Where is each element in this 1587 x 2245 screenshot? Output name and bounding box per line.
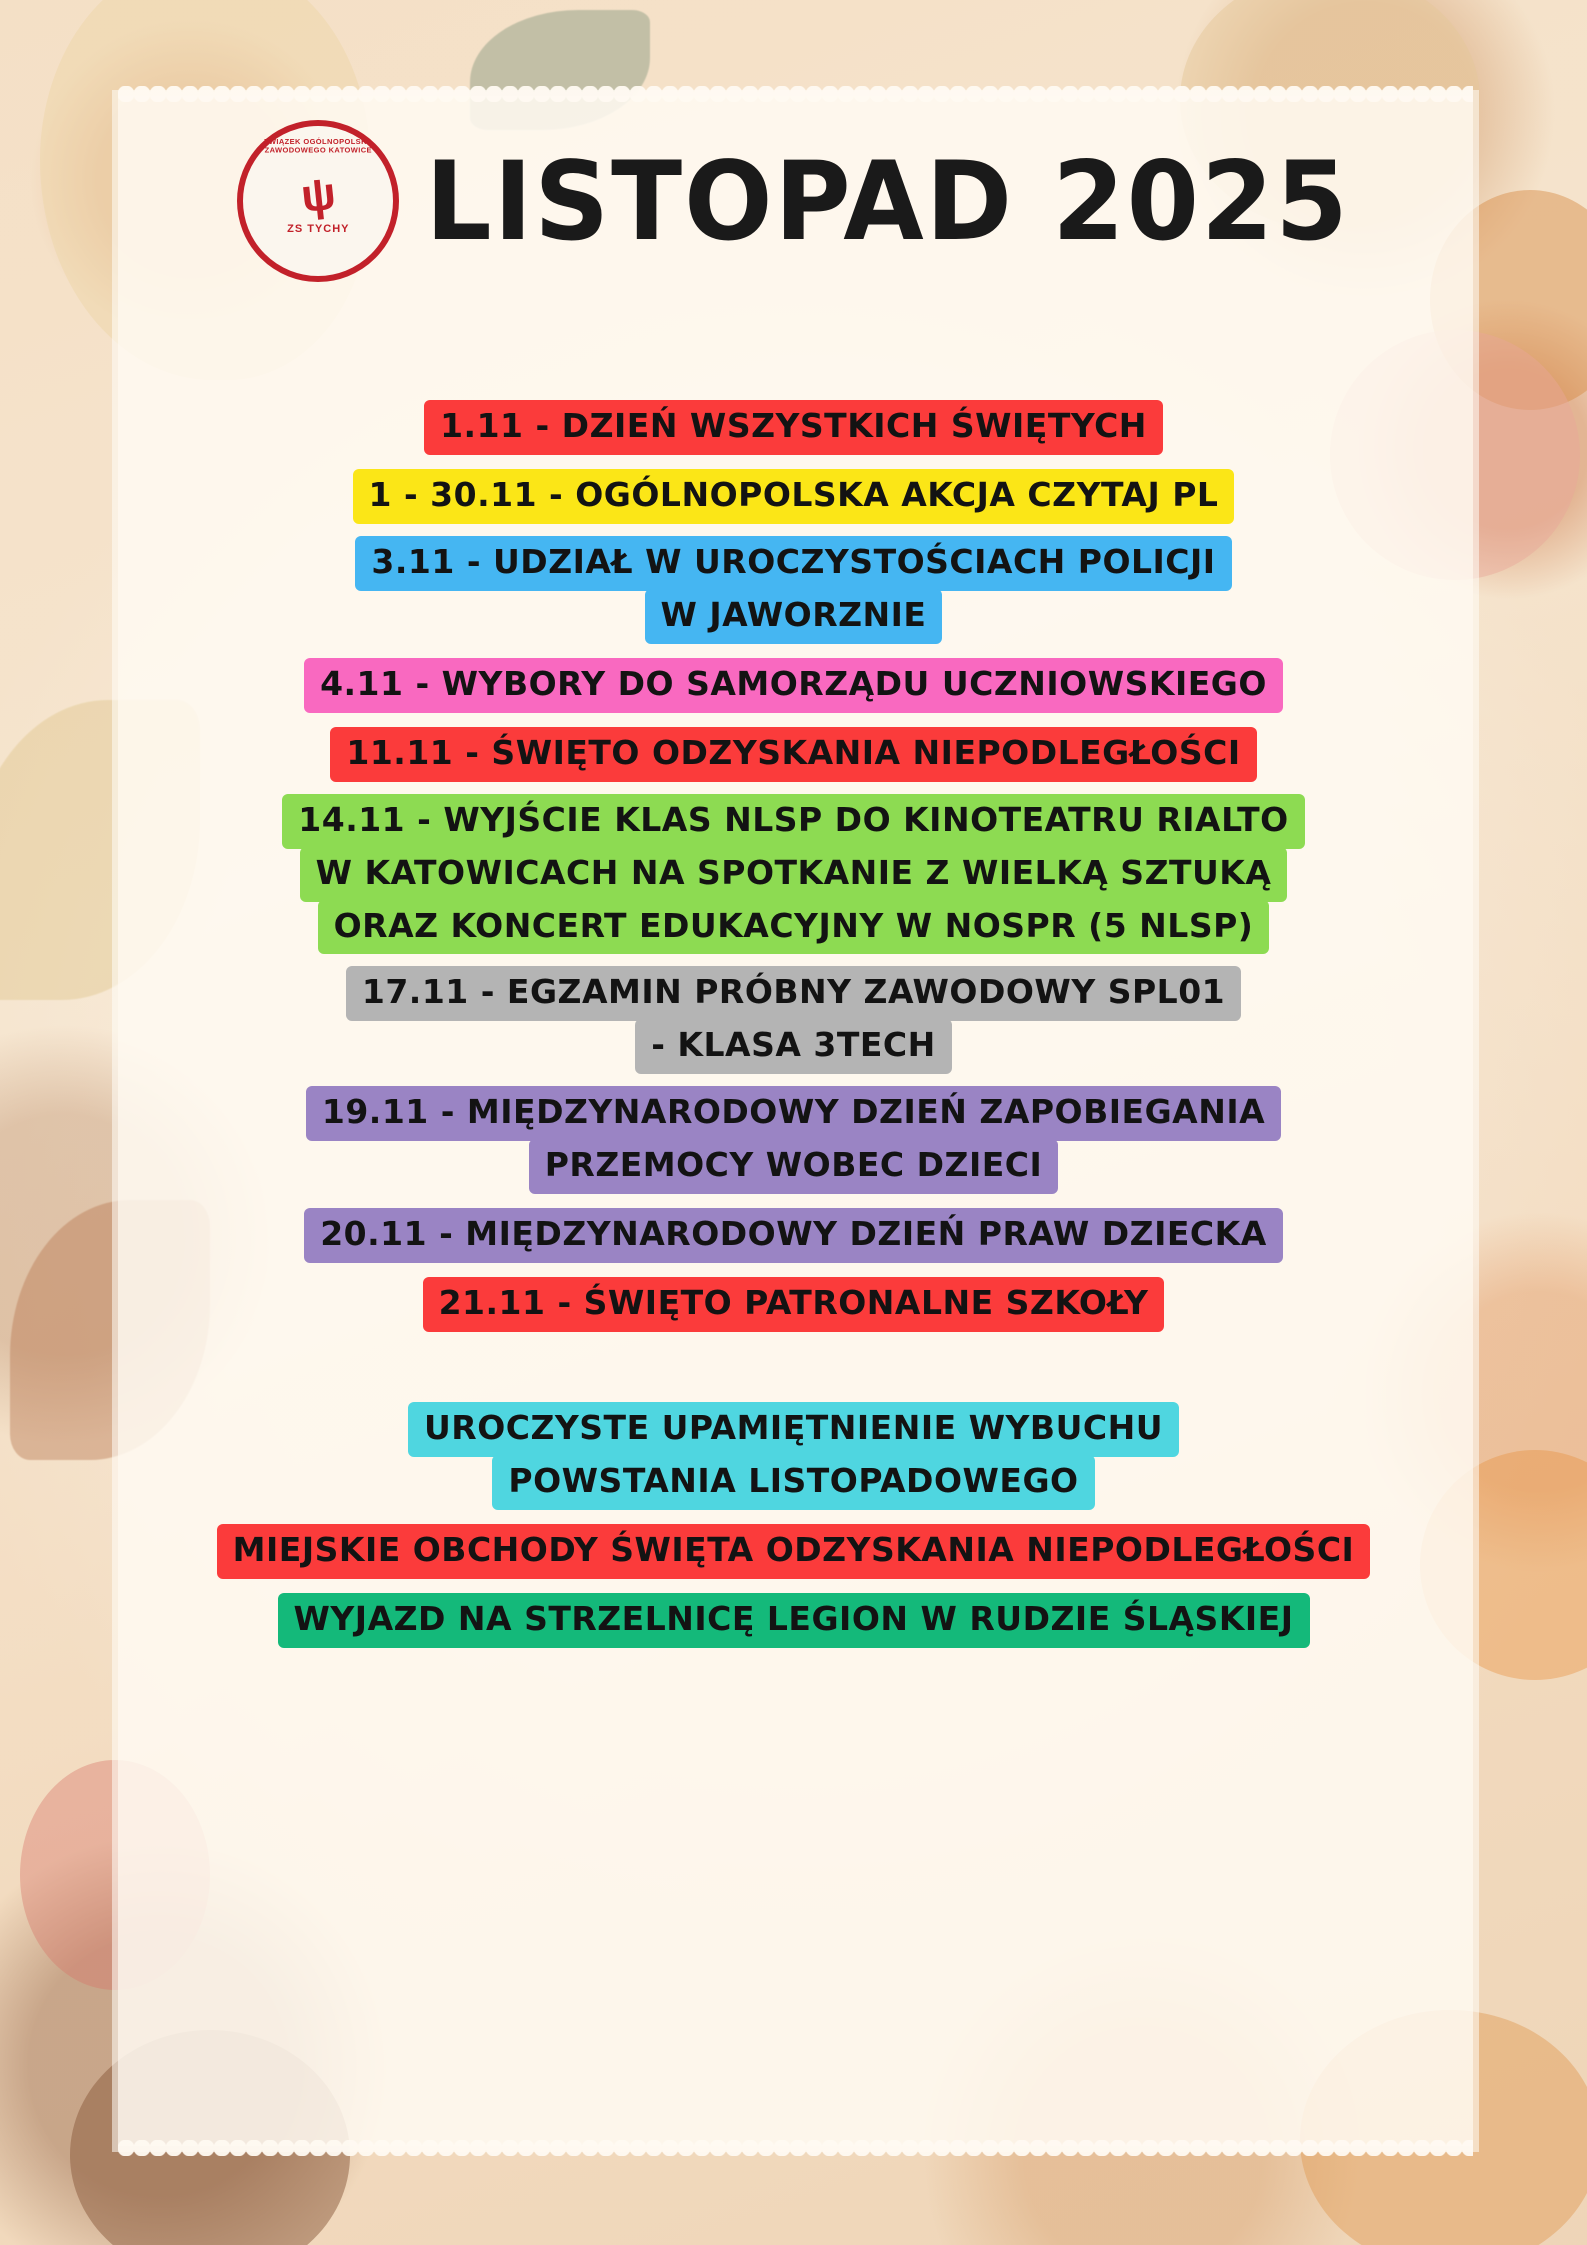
event-text-line: 21.11 - ŚWIĘTO PATRONALNE SZKOŁY [423,1277,1165,1332]
event-item [304,658,1283,713]
event-list [0,400,1587,1648]
event-text-line: 17.11 - EGZAMIN PRÓBNY ZAWODOWY SPL01 [346,966,1241,1021]
event-text-line: UROCZYSTE UPAMIĘTNIENIE WYBUCHU [408,1402,1179,1457]
poster-header [0,120,1587,282]
event-text-line: 1.11 - DZIEŃ WSZYSTKICH ŚWIĘTYCH [424,400,1163,455]
logo-ring-text: ZWIĄZEK OGÓLNOPOLSKA ZAWODOWEGO KATOWICE [263,137,373,155]
event-item [408,1404,1179,1510]
event-item [424,400,1163,455]
event-text-line: 3.11 - UDZIAŁ W UROCZYSTOŚCIACH POLICJI [355,536,1231,591]
event-text-line: 4.11 - WYBORY DO SAMORZĄDU UCZNIOWSKIEGO [304,658,1283,713]
event-text-line: 11.11 - ŚWIĘTO ODZYSKANIA NIEPODLEGŁOŚCI [330,727,1256,782]
event-text-line: 14.11 - WYJŚCIE KLAS NLSP DO KINOTEATRU RIALTO [282,794,1304,849]
event-text-line: MIEJSKIE OBCHODY ŚWIĘTA ODZYSKANIA NIEPODLEGŁOŚCI [217,1524,1371,1579]
event-item [423,1277,1165,1332]
event-item [355,538,1231,644]
event-item [304,1208,1283,1263]
event-text-line: W JAWORZNIE [645,589,943,644]
event-text-line: 1 - 30.11 - OGÓLNOPOLSKA AKCJA CZYTAJ PL [353,469,1235,524]
logo-mark-icon: ψ [298,166,339,222]
logo-school-name: ZS TYCHY [287,223,350,235]
event-text-line: ORAZ KONCERT EDUKACYJNY W NOSPR (5 NLSP) [318,900,1270,955]
event-item [353,469,1235,524]
event-text-line: - KLASA 3TECH [635,1019,951,1074]
event-item [346,968,1241,1074]
event-text-line: 19.11 - MIĘDZYNARODOWY DZIEŃ ZAPOBIEGANIA [306,1086,1281,1141]
event-item [306,1088,1281,1194]
school-logo [237,120,399,282]
page-title: LISTOPAD 2025 [425,136,1350,266]
event-item [330,727,1256,782]
event-text-line: W KATOWICACH NA SPOTKANIE Z WIELKĄ SZTUKĄ [300,847,1288,902]
event-text-line: POWSTANIA LISTOPADOWEGO [492,1455,1094,1510]
event-text-line: 20.11 - MIĘDZYNARODOWY DZIEŃ PRAW DZIECKA [304,1208,1283,1263]
event-text-line: PRZEMOCY WOBEC DZIECI [529,1139,1059,1194]
event-item [278,1593,1310,1648]
event-item [282,796,1304,955]
event-item [217,1524,1371,1579]
event-text-line: WYJAZD NA STRZELNICĘ LEGION W RUDZIE ŚLĄSKIEJ [278,1593,1310,1648]
